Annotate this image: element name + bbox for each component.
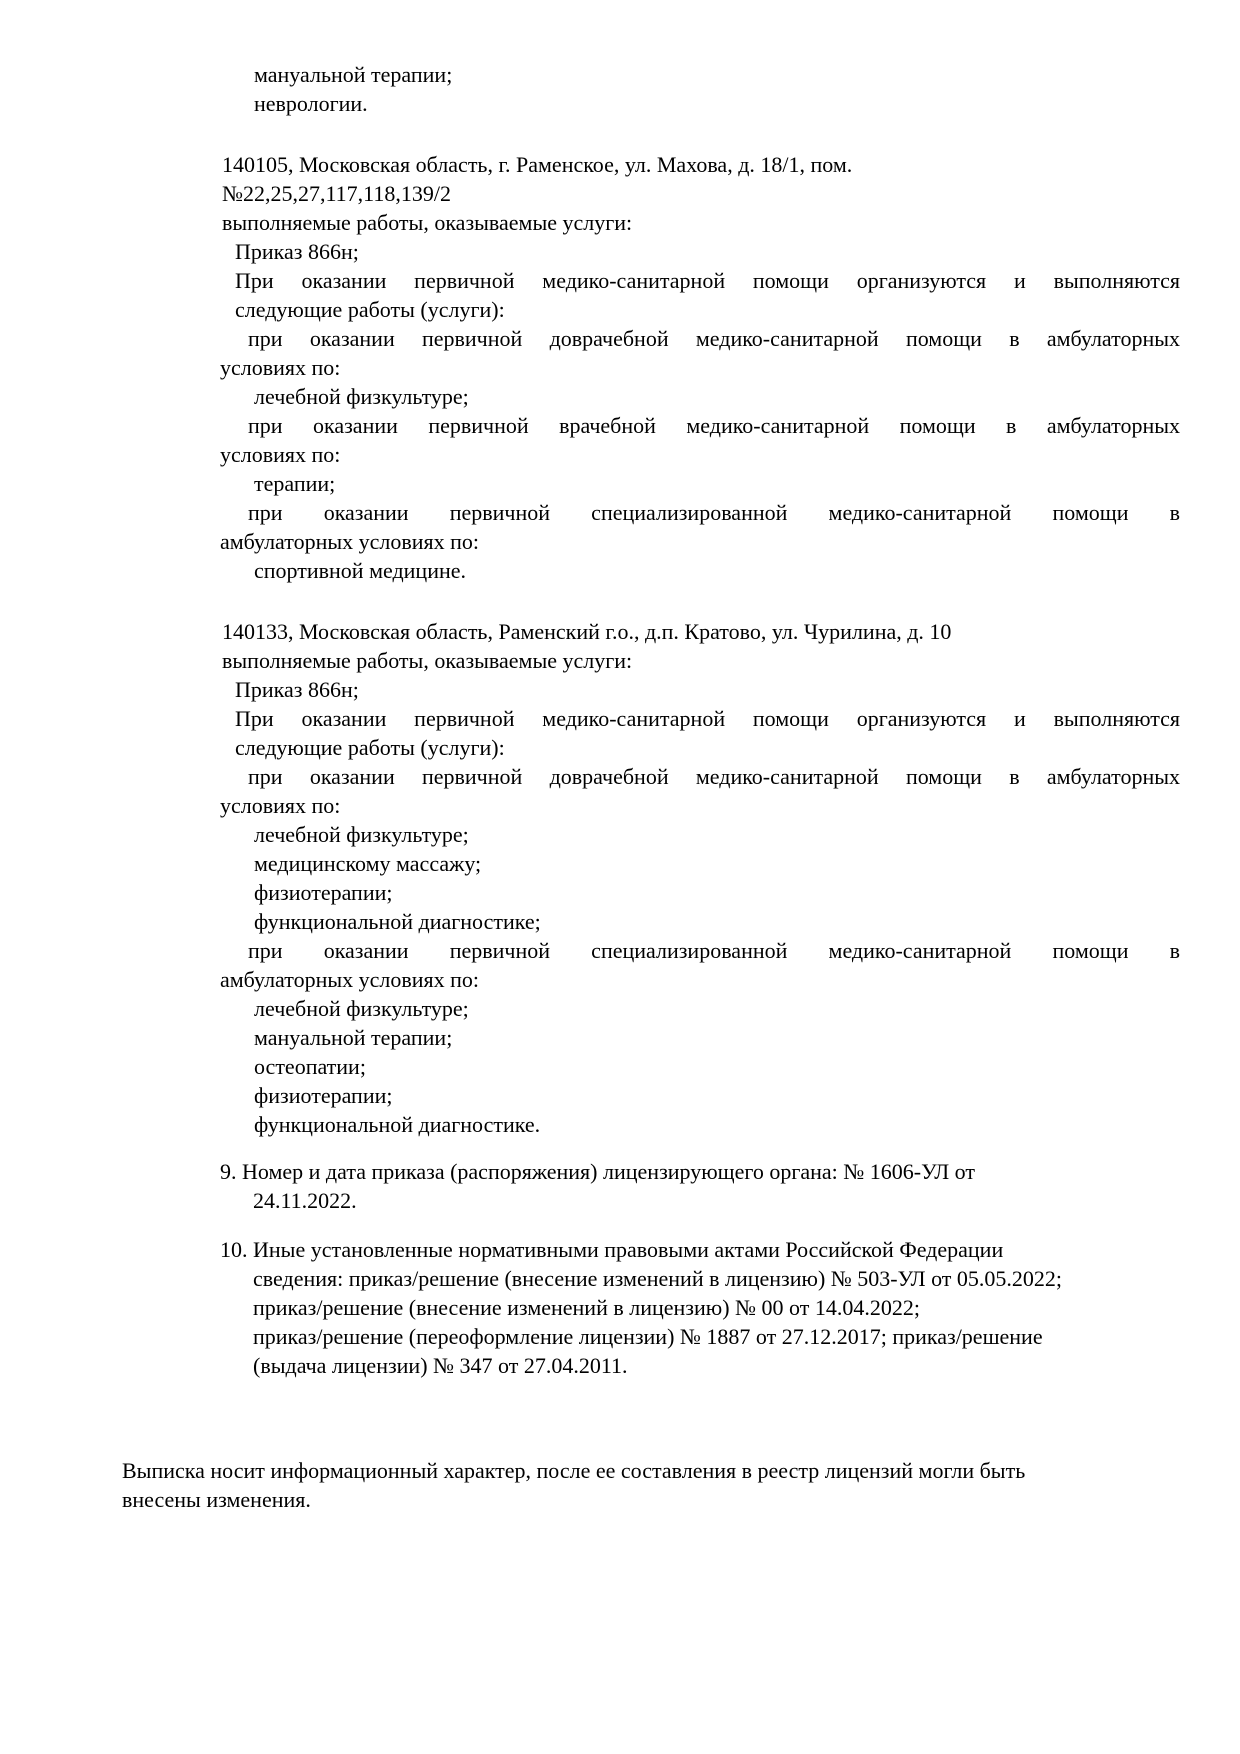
spacer <box>122 1139 1240 1157</box>
care-paragraph-line: При оказании первичной медико-санитарной помощи организуются и выполняются <box>235 268 1180 293</box>
clause-10-line: 10. Иные установленные нормативными правовыми актами Российской Федерации <box>220 1237 1004 1262</box>
disclaimer-line: Выписка носит информационный характер, после ее составления в реестр лицензий могли быть <box>122 1458 1026 1483</box>
service-group-heading-line: при оказании первичной специализированной медико-санитарной помощи в <box>248 938 1180 963</box>
service-item: функциональной диагностике. <box>254 1112 541 1137</box>
service-group-heading-line: при оказании первичной специализированной медико-санитарной помощи в <box>248 500 1180 525</box>
order-reference: Приказ 866н; <box>235 677 359 702</box>
service-item: физиотерапии; <box>254 880 393 905</box>
service-item: терапии; <box>254 471 336 496</box>
service-item: лечебной физкультуре; <box>254 822 469 847</box>
service-item: спортивной медицине. <box>254 558 467 583</box>
service-group-heading-line: условиях по: <box>220 442 341 467</box>
disclaimer-line: внесены изменения. <box>122 1487 311 1512</box>
clause-10-line: (выдача лицензии) № 347 от 27.04.2011. <box>253 1353 628 1378</box>
location-address-line: 140105, Московская область, г. Раменское, ул. Махова, д. 18/1, пом. <box>222 152 853 177</box>
service-item: функциональной диагностике; <box>254 909 541 934</box>
service-item: мануальной терапии; <box>254 62 453 87</box>
service-item: неврологии. <box>254 91 368 116</box>
service-group-heading-line: условиях по: <box>220 793 341 818</box>
location-address-line: №22,25,27,117,118,139/2 <box>222 181 451 206</box>
order-reference: Приказ 866н; <box>235 239 359 264</box>
service-item: медицинскому массажу; <box>254 851 482 876</box>
clause-10-line: сведения: приказ/решение (внесение изменений в лицензию) № 503-УЛ от 05.05.2022; <box>253 1266 1063 1291</box>
service-group-heading-line: амбулаторных условиях по: <box>220 967 480 992</box>
clause-10-line: приказ/решение (внесение изменений в лицензию) № 00 от 14.04.2022; <box>253 1295 920 1320</box>
service-group-heading-line: при оказании первичной доврачебной медико-санитарной помощи в амбулаторных <box>248 326 1180 351</box>
care-paragraph-line: следующие работы (услуги): <box>235 735 505 760</box>
service-group-heading-line: при оказании первичной врачебной медико-санитарной помощи в амбулаторных <box>248 413 1180 438</box>
spacer <box>122 585 1240 617</box>
service-item: лечебной физкультуре; <box>254 996 469 1021</box>
works-services-label: выполняемые работы, оказываемые услуги: <box>222 210 633 235</box>
service-item: физиотерапии; <box>254 1083 393 1108</box>
spacer <box>122 118 1240 150</box>
clause-9-line: 9. Номер и дата приказа (распоряжения) лицензирующего органа: № 1606-УЛ от <box>220 1159 975 1184</box>
service-group-heading-line: при оказании первичной доврачебной медико-санитарной помощи в амбулаторных <box>248 764 1180 789</box>
clause-9-line: 24.11.2022. <box>253 1188 357 1213</box>
spacer <box>122 1215 1240 1235</box>
care-paragraph-line: следующие работы (услуги): <box>235 297 505 322</box>
service-group-heading-line: условиях по: <box>220 355 341 380</box>
spacer <box>122 1380 1240 1456</box>
clause-10-line: приказ/решение (переоформление лицензии) № 1887 от 27.12.2017; приказ/решение <box>253 1324 1043 1349</box>
service-item: остеопатии; <box>254 1054 366 1079</box>
care-paragraph-line: При оказании первичной медико-санитарной помощи организуются и выполняются <box>235 706 1180 731</box>
service-item: мануальной терапии; <box>254 1025 453 1050</box>
works-services-label: выполняемые работы, оказываемые услуги: <box>222 648 633 673</box>
service-group-heading-line: амбулаторных условиях по: <box>220 529 480 554</box>
service-item: лечебной физкультуре; <box>254 384 469 409</box>
location-address-line: 140133, Московская область, Раменский г.о., д.п. Кратово, ул. Чурилина, д. 10 <box>222 619 952 644</box>
